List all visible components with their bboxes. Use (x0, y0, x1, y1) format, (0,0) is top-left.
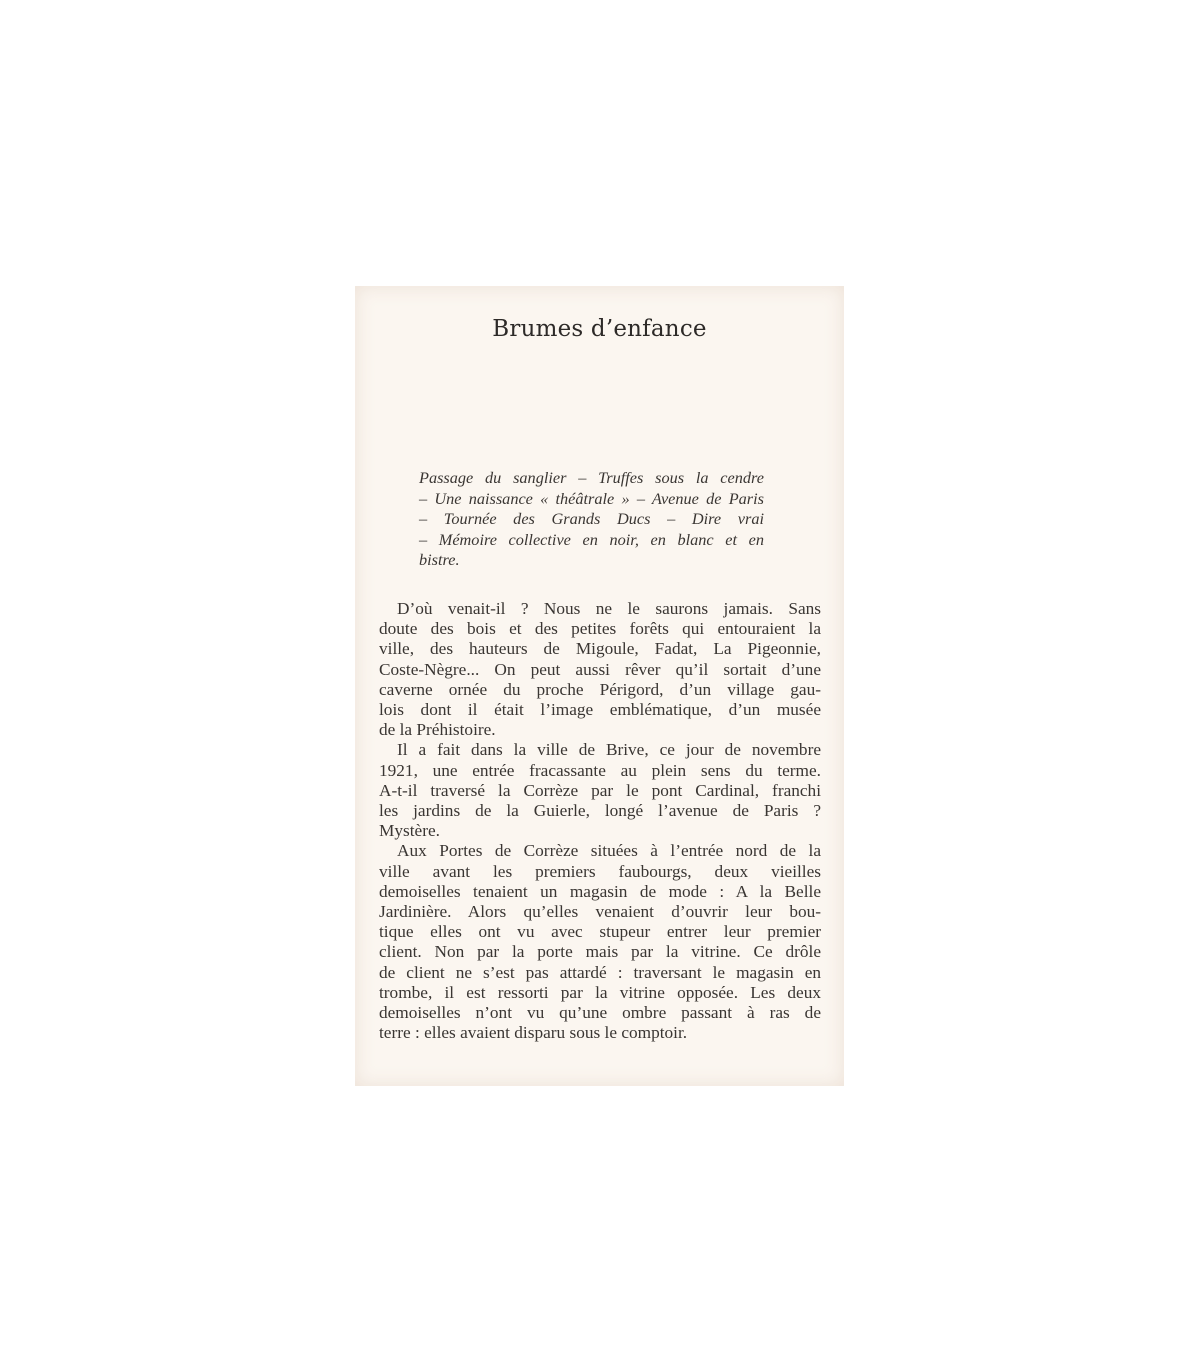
text-line: terre : elles avaient disparu sous le comptoir. (379, 1023, 688, 1043)
text-line: tique elles ont vu avec stupeur entrer leur premier (379, 922, 821, 942)
text-line: A-t-il traversé la Corrèze par le pont Cardinal, franchi (379, 780, 821, 800)
text-line: client. Non par la porte mais par la vitrine. Ce drôle (379, 942, 821, 962)
text-line: Il a fait dans la ville de Brive, ce jour de novembre (397, 740, 821, 760)
text-line: Jardinière. Alors qu’elles venaient d’ouvrir leur bou- (379, 902, 821, 922)
paragraph (379, 841, 821, 1043)
text-line: caverne ornée du proche Périgord, d’un village gau- (379, 679, 821, 699)
text-line: Coste-Nègre... On peut aussi rêver qu’il sortait d’une (379, 659, 821, 679)
text-line: demoiselles n’ont vu qu’une ombre passant à ras de (379, 1003, 821, 1023)
summary-line: bistre. (419, 550, 460, 569)
paragraph (379, 599, 821, 740)
text-line: lois dont il était l’image emblématique, d’un musée (379, 700, 821, 720)
text-line: 1921, une entrée fracassante au plein sens du terme. (379, 760, 821, 780)
chapter-title: Brumes d’enfance (492, 316, 707, 342)
text-line: ville avant les premiers faubourgs, deux vieilles (379, 861, 821, 881)
chapter-body (379, 599, 821, 1043)
summary-line: – Mémoire collective en noir, en blanc et en (419, 529, 764, 549)
summary-line: – Une naissance « théâtrale » – Avenue de Paris (419, 488, 764, 508)
text-line: de la Préhistoire. (379, 720, 496, 740)
book-page (355, 286, 844, 1086)
text-line: les jardins de la Guierle, longé l’avenue de Paris ? (379, 801, 821, 821)
text-line: de client ne s’est pas attardé : traversant le magasin en (379, 962, 821, 982)
text-line: doute des bois et des petites forêts qui entouraient la (379, 619, 821, 639)
text-line: Mystère. (379, 821, 440, 841)
paragraph (379, 740, 821, 841)
summary-line: – Tournée des Grands Ducs – Dire vrai (419, 509, 764, 528)
text-line: demoiselles tenaient un magasin de mode : A la Belle (379, 881, 821, 901)
text-line: ville, des hauteurs de Migoule, Fadat, La Pigeonnie, (379, 639, 821, 659)
summary-line: Passage du sanglier – Truffes sous la cendre (419, 468, 764, 487)
text-line: trombe, il est ressorti par la vitrine opposée. Les deux (379, 982, 821, 1002)
text-line: Aux Portes de Corrèze situées à l’entrée nord de la (397, 841, 821, 861)
chapter-summary (419, 468, 764, 571)
text-line: D’où venait-il ? Nous ne le saurons jamais. Sans (397, 599, 821, 618)
